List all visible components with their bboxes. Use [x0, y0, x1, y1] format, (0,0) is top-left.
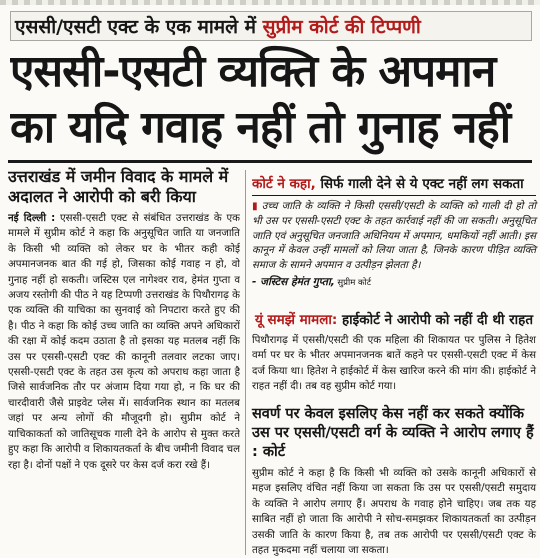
court-remark-title [252, 174, 536, 196]
dateline: नई दिल्ली : [8, 213, 56, 224]
left-article-body [8, 211, 240, 473]
court-remark-title-rest: सिर्फ गाली देने से ये एक्ट नहीं लग सकता [320, 176, 524, 192]
headline-line-2: का यदि गवाह नहीं तो गुनाह नहीं [10, 102, 511, 153]
case-background-title-rest: हाईकोर्ट ने आरोपी को नहीं दी थी राहत [337, 312, 534, 328]
court-remark-quote [252, 200, 536, 274]
court-remark-byline [252, 275, 536, 289]
court-remark-quote-text: उच्च जाति के व्यक्ति ने किसी एससी/एसटी के व्यक्ति को गाली दी हो तो भी उस पर एससी-एसटी एक्ट के तहत कार्रवाई नहीं की जा सकती। अनुसूचित जाति एवं अनुसूचित जनजाति अधिनियम में अपमान, धमकियों नहीं आती। इस कानून में केवल उन्हीं मामलों को लिया जाता है, जिनके कारण पीड़ित व्यक्ति समाज के सामने अपमान व उत्पीड़न झेलता है। [252, 201, 536, 272]
main-headline [10, 44, 532, 156]
left-column-article [8, 167, 240, 552]
byline-name: - जस्टिस हेमंत गुप्ता, [252, 275, 335, 288]
kicker-prefix: एससी/एसटी एक्ट के एक मामले में [15, 16, 263, 38]
left-subheadline: उत्तराखंड में जमीन विवाद के मामले में अदालत ने आरोपी को बरी किया [8, 167, 229, 206]
court-remark-title-red: कोर्ट ने कहा, [252, 176, 321, 192]
headline-divider [8, 160, 532, 163]
court-ruling-body: सुप्रीम कोर्ट ने कहा है कि किसी भी व्यक्ति को उसके कानूनी अधिकारों से महज इसलिए वंचित नहीं किया जा सकता कि उस पर एससी/एसटी समुदाय के व्यक्ति ने आरोप लगाए हैं। अपराध के गवाह होने चाहिए। जब तक यह साबित नहीं हो जाता कि आरोपी ने सोच-समझकर शिकायतकर्ता का उत्पीड़न उसकी जाति के कारण किया है, तब तक आरोपी पर एससी/एसटी एक्ट के तहत मुकदमा नहीं चलाया जा सकता। [252, 468, 536, 557]
case-background-title-red: यूं समझें मामला: [254, 312, 338, 328]
byline-role: सुप्रीम कोर्ट [334, 277, 372, 288]
headline-line-1: एससी-एसटी व्यक्ति के अपमान [10, 46, 496, 97]
case-background-body: पिथौरागढ़ में एससी/एसटी की एक महिला की शिकायत पर पुलिस ने हितेश वर्मा पर घर के भीतर अपमानजनक बातें कहने पर एससी-एसटी एक्ट में केस दर्ज किया था। हितेश ने हाईकोर्ट में केस खारिज करने की मांग की। हाईकोर्ट ने राहत नहीं दी। तब वह सुप्रीम कोर्ट गया। [252, 335, 536, 393]
court-remark-box [252, 174, 536, 289]
kicker-highlight: सुप्रीम कोर्ट की टिप्पणी [262, 16, 421, 38]
case-background-box [252, 310, 536, 395]
column-divider [245, 170, 246, 555]
court-ruling-headline: सवर्ण पर केवल इसलिए केस नहीं कर सकते क्योंकि उस पर एससी/एसटी वर्ग के व्यक्ति ने आरोप लगाए हैं : कोर्ट [252, 406, 534, 460]
newspaper-top-strip [0, 0, 540, 5]
quote-mark-icon: ▮ [252, 201, 258, 212]
court-ruling-box [252, 405, 536, 558]
left-article-text: एससी-एसटी एक्ट से संबंधित उत्तराखंड के एक मामले में सुप्रीम कोर्ट ने कहा कि अनुसूचित जाति या जनजाति के किसी भी व्यक्ति को लेकर घर के भीतर कही कोई अपमानजनक बात की गई हो, जिसका कोई गवाह न हो, वो गुनाह नहीं हो सकती। जस्टिस एल नागेश्वर राव, हेमंत गुप्ता व अजय रस्तोगी की पीठ ने यह टिप्पणी उत्तराखंड के पिथौरागढ़ के एक व्यक्ति की याचिका का सुनवाई को निपटारा करते हुए की है। पीठ ने कहा कि कोई उच्च जाति का व्यक्ति अपने अधिकारों की रक्षा में कोई कदम उठाता है तो इसका यह मतलब नहीं कि उस पर एससी-एसटी एक्ट की कानूनी तलवार लटका जाए। एससी-एसटी एक्ट के तहत उस कृत्य को अपराध कहा जाता है जिसे सार्वजनिक तौर पर अंजाम दिया गया हो, न कि घर की चारदीवारी जैसे प्राइवेट प्लेस में। सार्वजनिक स्थान का मतलब जहां पर अन्य लोगों की मौजूदगी हो। सुप्रीम कोर्ट ने याचिकाकर्ता को जातिसूचक गाली देने के आरोप से मुक्त करते हुए कहा कि आरोपी व शिकायतकर्ता के बीच जमीनी विवाद चल रहा है। दोनों पक्षों ने एक दूसरे पर केस दर्ज करा रखे हैं। [8, 213, 240, 471]
kicker-banner [10, 11, 532, 41]
case-background-title [252, 310, 536, 330]
